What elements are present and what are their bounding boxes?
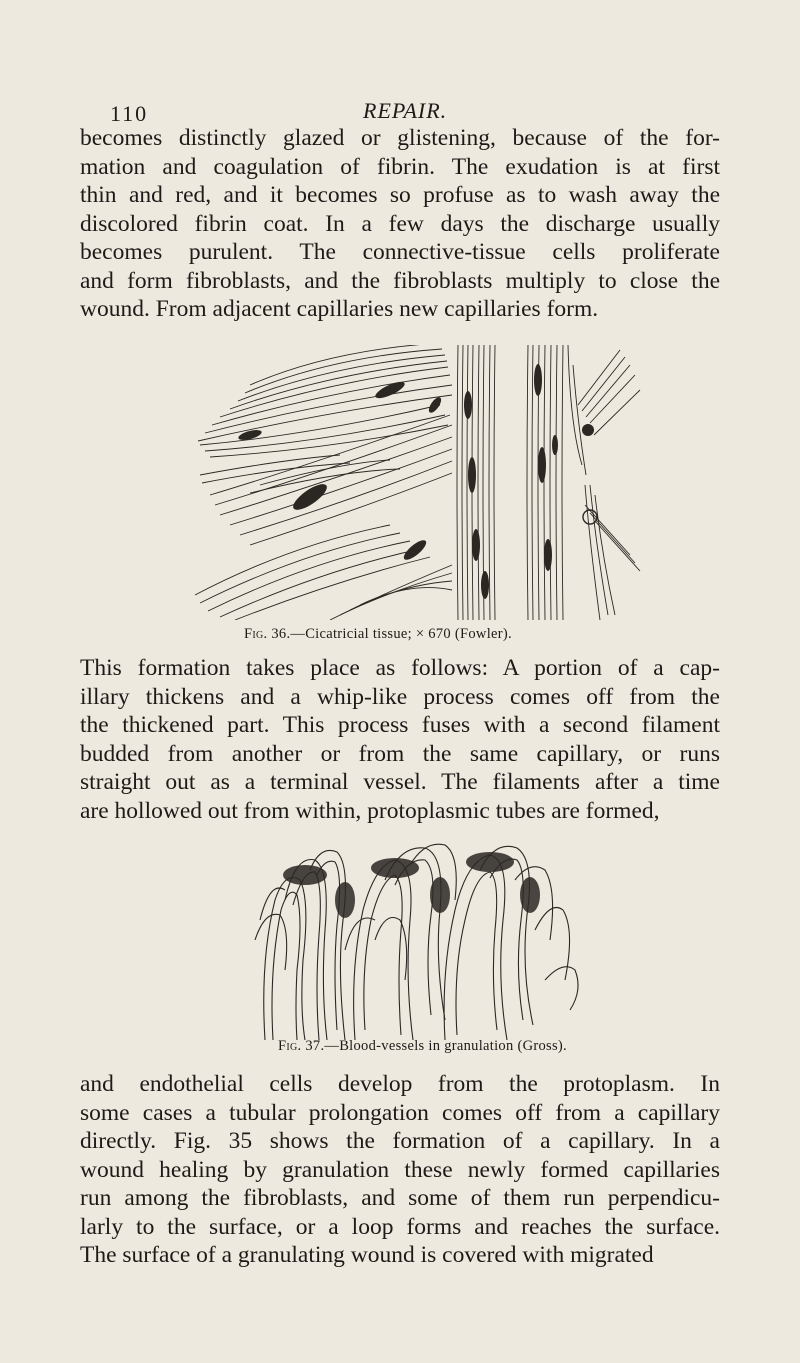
text-line: illary thickens and a whip-like process comes off from the [80, 683, 720, 710]
text-line: straight out as a terminal vessel. The filaments after a time [80, 769, 720, 795]
text-line: are hollowed out from within, protoplasmic tubes are formed, [80, 797, 660, 824]
text-line: thin and red, and it becomes so profuse as to wash away the [80, 182, 720, 208]
figure-37-illustration [245, 840, 585, 1040]
text-line: mation and coagulation of fibrin. The exudation is at first [80, 153, 720, 180]
text-line: and endothelial cells develop from the protoplasm. In [80, 1071, 720, 1097]
text-line: and form fibroblasts, and the fibroblasts multiply to close the [80, 267, 720, 294]
paragraph-2 [80, 654, 720, 825]
fiber-bundle-lower [195, 525, 452, 620]
page-number: 110 [110, 101, 149, 126]
text-line: becomes distinctly glazed or glistening, because of the for- [80, 125, 720, 151]
figure-37-caption-text: —Blood-vessels in granulation (Gross). [324, 1038, 567, 1054]
paragraph-1 [80, 124, 720, 324]
fiber-bundle-upper [198, 345, 452, 457]
text-line: run among the fibroblasts, and some of them run perpendicu- [80, 1185, 720, 1211]
figure-36-caption [244, 626, 512, 643]
text-line: wound healing by granulation these newly formed capillaries [80, 1156, 720, 1183]
text-line: some cases a tubular prolongation comes off from a capillary [80, 1099, 720, 1126]
figure-37-label: Fig. 37. [278, 1038, 325, 1054]
fiber-bundle-vertical-center [457, 345, 495, 620]
paragraph-3 [80, 1070, 720, 1270]
vessel-loops-right [444, 846, 578, 1040]
running-head: REPAIR. [363, 98, 448, 123]
figure-37-caption [278, 1038, 567, 1055]
text-line: discolored fibrin coat. In a few days the discharge usually [80, 210, 720, 237]
text-line: larly to the surface, or a loop forms and reaches the surface. [80, 1213, 720, 1240]
figure-36-illustration [190, 345, 645, 620]
text-line: The surface of a granulating wound is covered with migrated [80, 1242, 654, 1268]
figure-36-label: Fig. 36. [244, 626, 291, 642]
figure-36-caption-text: —Cicatricial tissue; × 670 (Fowler). [290, 626, 512, 642]
text-line: becomes purulent. The connective-tissue cells proliferate [80, 239, 720, 265]
text-line: directly. Fig. 35 shows the formation of a capillary. In a [80, 1128, 720, 1154]
text-line: wound. From adjacent capillaries new capillaries form. [80, 296, 599, 322]
fiber-bundle-right-diagonal [578, 350, 640, 571]
fiber-bundle-middle [200, 415, 452, 545]
text-line: the thickened part. This process fuses with a second filament [80, 712, 720, 738]
text-line: This formation takes place as follows: A portion of a cap- [80, 655, 720, 681]
text-line: budded from another or from the same capillary, or runs [80, 740, 720, 767]
